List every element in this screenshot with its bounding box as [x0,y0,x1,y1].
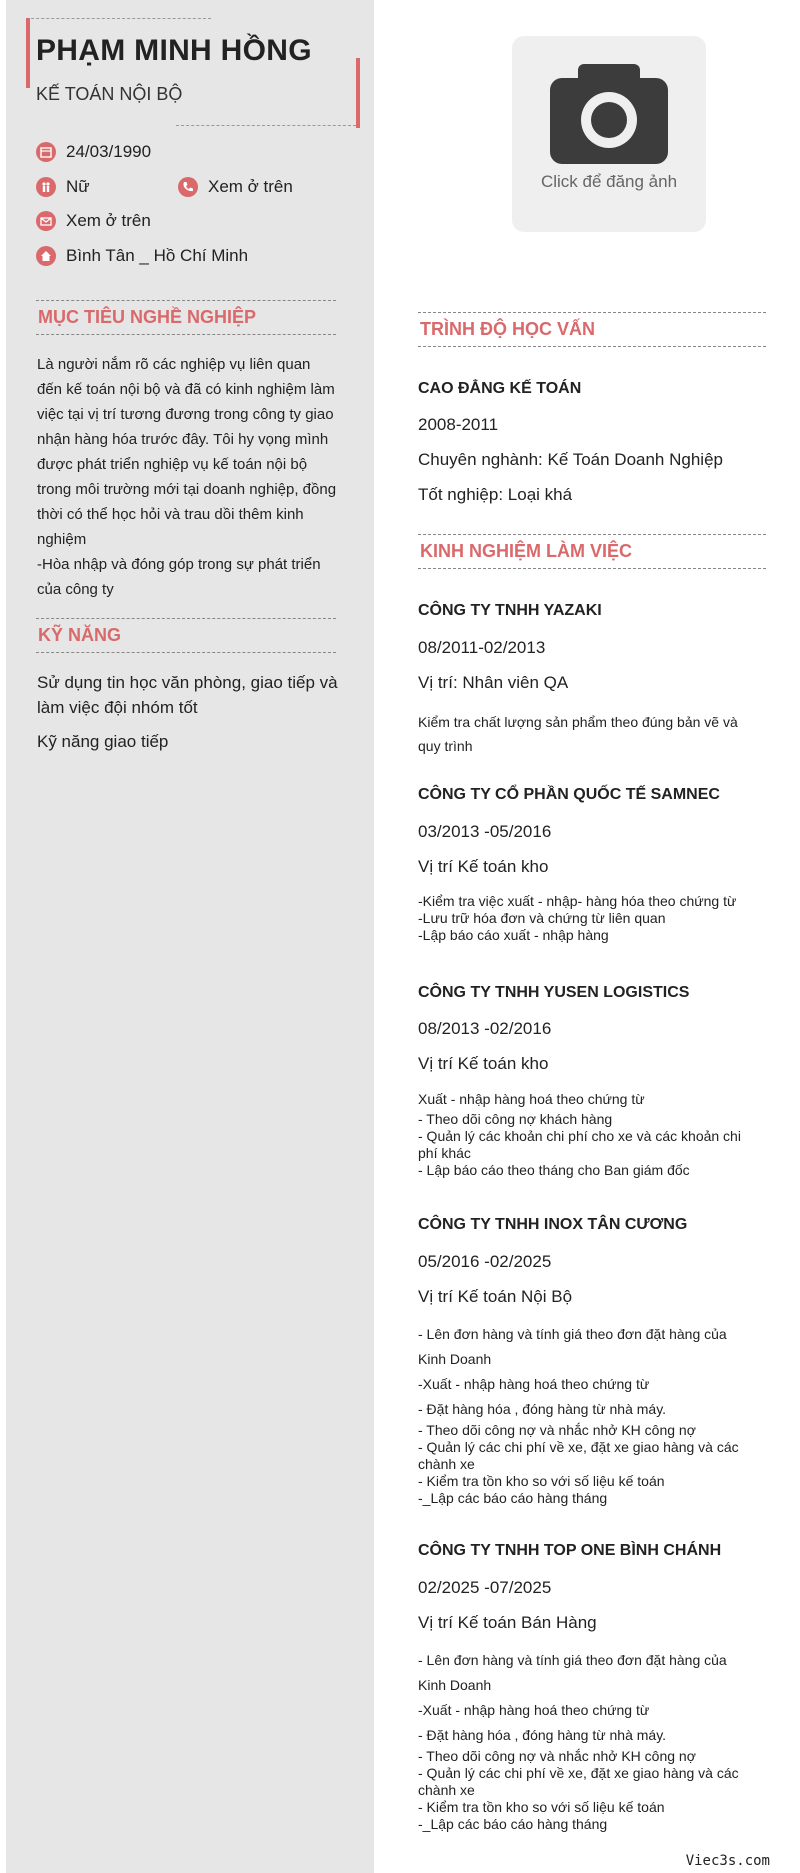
skills-list [37,670,347,754]
header-divider [176,125,356,126]
job-desc-line: chành xe [418,1456,475,1472]
mail-icon [36,211,56,231]
job-desc-line: chành xe [418,1782,475,1798]
objective-line: nghiệm [37,531,87,548]
objective-line: trong môi trường mới tại doanh nghiệp, đồng [37,481,337,498]
education-years: 2008-2011 [418,415,499,434]
job-desc-line: Xuất - nhập hàng hoá theo chứng từ [418,1091,645,1107]
job-desc-line: - Đặt hàng hóa , đóng hàng từ nhà máy. [418,1727,667,1743]
job-desc-line: - Lên đơn hàng và tính giá theo đơn đặt hàng của [418,1652,727,1668]
sidebar [6,0,374,1873]
photo-caption: Click để đăng ảnh [540,172,678,191]
job-position: Vị trí: Nhân viên QA [418,673,569,692]
camera-icon [550,64,668,164]
job-period: 02/2025 -07/2025 [418,1578,552,1597]
job-position: Vị trí Kế toán kho [418,857,549,876]
accent-bar [26,18,30,88]
job-desc-line: - Kiểm tra tồn kho so với số liệu kế toán [418,1473,665,1489]
address-row [36,246,248,266]
job-desc-line: - Lập báo cáo theo tháng cho Ban giám đốc [418,1162,690,1178]
job-desc-line: -_Lập các báo cáo hàng tháng [418,1490,608,1506]
job-desc-line: Kinh Doanh [418,1677,492,1693]
objective-line: thời có thể học hỏi và trau dồi thêm kinh [37,506,304,523]
job-description [418,893,766,944]
job-description [418,710,766,758]
candidate-role: KẾ TOÁN NỘI BỘ [36,84,183,104]
calendar-icon [36,142,56,162]
job-desc-line: -Lưu trữ hóa đơn và chứng từ liên quan [418,910,666,926]
email-value: Xem ở trên [66,211,151,230]
school-name: CAO ĐẲNG KẾ TOÁN [418,380,582,397]
job-desc-line: - Quản lý các chi phí về xe, đặt xe giao hàng và các [418,1439,739,1455]
job-position: Vị trí Kế toán kho [418,1054,549,1073]
job-period: 05/2016 -02/2025 [418,1252,552,1271]
job-desc-line: - Quản lý các khoản chi phí cho xe và các khoản chi [418,1128,741,1144]
job-desc-line: -_Lập các báo cáo hàng tháng [418,1816,608,1832]
job-desc-line: -Xuất - nhập hàng hoá theo chứng từ [418,1702,650,1718]
home-icon [36,246,56,266]
job-desc-line: -Lập báo cáo xuất - nhập hàng [418,927,609,943]
email-row [36,211,151,231]
dob-value: 24/03/1990 [66,142,152,161]
job-desc-line: - Theo dõi công nợ và nhắc nhở KH công nợ [418,1748,696,1764]
job-desc-line: - Lên đơn hàng và tính giá theo đơn đặt hàng của [418,1326,727,1342]
job-company: CÔNG TY TNHH INOX TÂN CƯƠNG [418,1216,688,1233]
job-period: 08/2011-02/2013 [418,638,546,657]
education-major: Chuyên nghành: Kế Toán Doanh Nghiệp [418,450,723,469]
gender-row [36,177,90,197]
job-description [418,1091,766,1179]
job-desc-line: quy trình [418,738,473,754]
job-desc-line: - Theo dõi công nợ khách hàng [418,1111,613,1127]
address-value: Bình Tân _ Hồ Chí Minh [66,246,249,265]
accent-bar [356,58,360,128]
skills-title: KỸ NĂNG [38,625,122,645]
objective-line: của công ty [37,581,114,598]
experience-title: KINH NGHIỆM LÀM VIỆC [420,541,633,561]
skill-item: làm việc đội nhóm tốt [37,698,198,717]
job-desc-line: Kiểm tra chất lượng sản phẩm theo đúng bản vẽ và [418,714,738,730]
job-position: Vị trí Kế toán Bán Hàng [418,1613,597,1632]
job-desc-line: -Xuất - nhập hàng hoá theo chứng từ [418,1376,650,1392]
education-grade: Tốt nghiệp: Loại khá [418,485,573,504]
skill-item: Sử dụng tin học văn phòng, giao tiếp và [37,673,338,692]
job-desc-line: -Kiểm tra việc xuất - nhập- hàng hóa theo chứng từ [418,893,737,909]
objective-text [37,352,337,602]
job-position: Vị trí Kế toán Nội Bộ [418,1287,573,1306]
job-desc-line: - Theo dõi công nợ và nhắc nhở KH công nợ [418,1422,696,1438]
job-description [418,1648,766,1833]
job-company: CÔNG TY TNHH YAZAKI [418,602,602,619]
objective-line: việc tại vị trí tương đương trong công ty giao [37,406,334,423]
gender-value: Nữ [66,177,90,196]
objective-line: được phát triển nghiệp vụ kế toán nội bộ [37,456,308,473]
job-period: 03/2013 -05/2016 [418,822,552,841]
objective-line: nhận hàng hóa trước đây. Tôi hy vọng mình [37,431,329,448]
gender-icon [36,177,56,197]
photo-upload[interactable] [512,36,706,232]
job-company: CÔNG TY TNHH YUSEN LOGISTICS [418,984,690,1001]
name-header [26,18,360,126]
job-desc-line: Kinh Doanh [418,1351,492,1367]
education-title: TRÌNH ĐỘ HỌC VẤN [420,319,595,339]
job-company: CÔNG TY TNHH TOP ONE BÌNH CHÁNH [418,1542,722,1559]
skills-section-title [36,618,336,653]
job-company: CÔNG TY CỔ PHẦN QUỐC TẾ SAMNEC [418,786,720,803]
footer-site: Viec3s.com [685,1853,770,1869]
phone-row [178,177,293,197]
experience-section-title [418,534,766,569]
objective-line: -Hòa nhập và đóng góp trong sự phát triển [37,556,321,573]
objective-section-title [36,300,336,335]
skill-item: Kỹ năng giao tiếp [37,732,169,751]
objective-title: MỤC TIÊU NGHỀ NGHIỆP [38,307,257,327]
job-desc-line: - Đặt hàng hóa , đóng hàng từ nhà máy. [418,1401,667,1417]
job-period: 08/2013 -02/2016 [418,1019,552,1038]
dob-row [36,142,151,162]
phone-value: Xem ở trên [208,177,293,196]
objective-line: đến kế toán nội bộ và đã có kinh nghiệm làm [37,381,335,398]
header-divider [26,18,211,19]
job-desc-line: - Quản lý các chi phí về xe, đặt xe giao hàng và các [418,1765,739,1781]
education-section-title [418,312,766,347]
objective-line: Là người nắm rõ các nghiệp vụ liên quan [37,356,311,373]
phone-icon [178,177,198,197]
job-desc-line: phí khác [418,1145,471,1161]
candidate-name: PHẠM MINH HỒNG [36,34,312,67]
job-desc-line: - Kiểm tra tồn kho so với số liệu kế toán [418,1799,665,1815]
job-description [418,1322,766,1507]
